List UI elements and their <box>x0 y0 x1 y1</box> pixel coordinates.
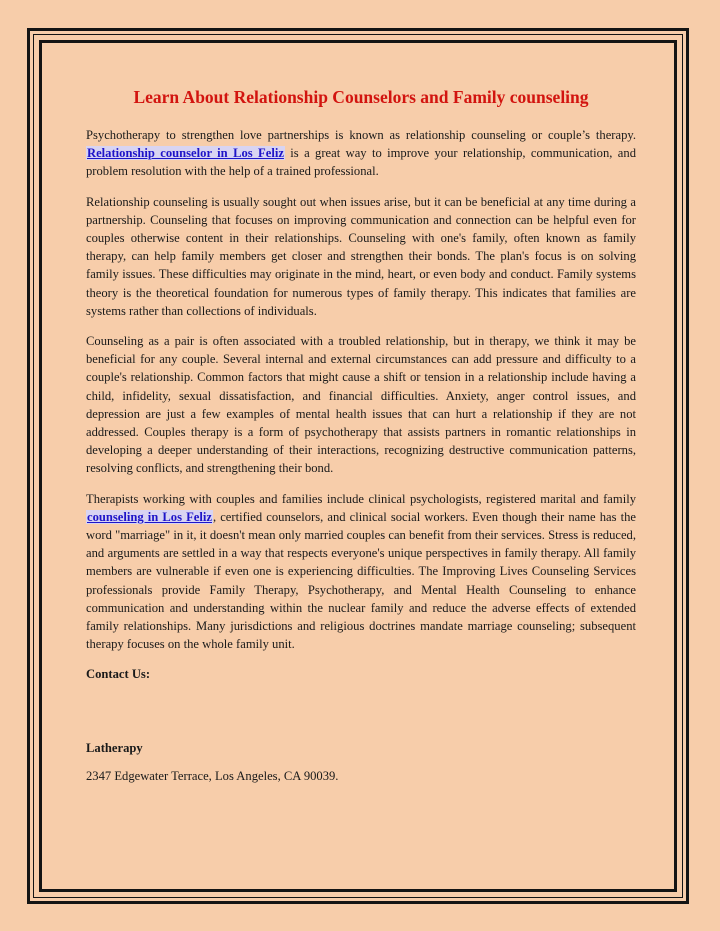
paragraph-couples-counseling: Counseling as a pair is often associated with a troubled relationship, but in therapy, we think it may be beneficial for any couple. Several internal and external circumstances can add pressure and difficulty to a couple's relationship. Common factors that might cause a shift or tension in a relationship include having a child, infidelity, sexual dissatisfaction, and financial difficulties. Anxiety, anger control issues, and depression are just a few examples of mental health issues that can hurt a relationship if they are not addressed. Couples therapy is a form of psychotherapy that assists partners in romantic relationships in developing a deeper understanding of their interactions, recognizing destructive communication patterns, resolving conflicts, and strengthening their bond. <box>86 334 636 476</box>
paragraph-therapists <box>86 490 636 654</box>
paragraph-intro-text-start: Psychotherapy to strengthen love partnerships is known as relationship counseling or couple’s therapy. <box>86 128 636 142</box>
paragraph-relationship-counseling: Relationship counseling is usually sought out when issues arise, but it can be beneficial at any time during a partnership. Counseling that focuses on improving communication and connection can be helpful even for couples otherwise content in their relationships. Counseling with one's family, often known as family therapy, can help family members get closer and strengthen their bonds. The plan's focus is on solving family issues. These difficulties may originate in the mind, heart, or even body and conduct. Family systems theory is the theoretical foundation for numerous types of family therapy. This indicates that families are systems rather than collections of individuals. <box>86 194 636 318</box>
company-name: Latherapy <box>86 741 143 756</box>
paragraph-intro <box>86 126 636 181</box>
document-title: Learn About Relationship Counselors and Family counseling <box>133 87 589 107</box>
paragraph-intro-text-end: is a great way to improve your relationship, communication, and problem resolution with the help of a trained professional. <box>86 146 636 179</box>
paragraph-therapists-text-end: , certified counselors, and clinical social workers. Even though their name has the word "marriage" in it, it doesn't mean only married couples can benefit from their services. Stress is reduced, and arguments are settled in a way that respects everyone's unique perspectives in family therapy. All family members are vulnerable if even one is experiencing difficulties. The Improving Lives Counseling Services professionals provide Family Therapy, Psychotherapy, and Mental Health Counseling to enhance communication and understanding within the nuclear family and reduce the adverse effects of extended family relationships. Many jurisdictions and religious doctrines mandate marriage counseling; subsequent therapy focuses on the whole family unit. <box>86 509 637 652</box>
counseling-los-feliz-link[interactable]: counseling in Los Feliz <box>87 509 212 524</box>
document-content <box>86 86 636 785</box>
company-address: 2347 Edgewater Terrace, Los Angeles, CA 90039. <box>86 769 339 784</box>
relationship-counselor-link[interactable]: Relationship counselor in Los Feliz <box>87 146 284 161</box>
contact-heading: Contact Us: <box>86 667 151 682</box>
paragraph-therapists-text-start: Therapists working with couples and families include clinical psychologists, registered marital and family <box>86 491 636 506</box>
